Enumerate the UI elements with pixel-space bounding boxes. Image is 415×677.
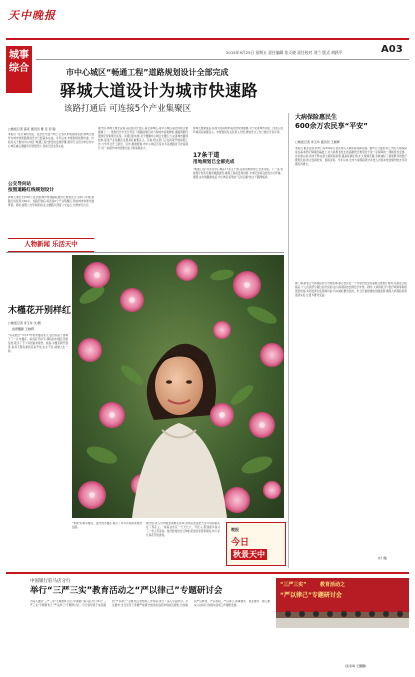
today-badge-line2: 秋景天中 bbox=[233, 550, 265, 559]
feature-photo bbox=[72, 255, 284, 518]
feature-body-left: “风采依旧”今年57岁的木槿花老人,在自家院子里种下了一片木槿花。每到花开时节,满院的木槿花竞相绽放,吸引了不少邻居前来观赏。她说,木槿花朝开暮落,但每天都有新的花朵开放,生生不息,就像人生一样。 bbox=[8, 334, 68, 354]
banner-text-2: 教育活动之 bbox=[320, 582, 346, 588]
feature-caption: “本地”时尚木槿花、盛开的木槿花,吸引了许多市民前来观赏拍照。 bbox=[72, 522, 142, 530]
col3-body-2: “畅通工程”共涉及中心城区17条主干道,目前用地规划已全部完成。下一步,将按照计划有序推进道路建设,确保工程质量和进度,为市民创造良好的出行环境。据悉,这些道路建成后,中心城区将形成“五纵五横”的主干路网格局。 bbox=[193, 168, 283, 180]
today-autumn-badge bbox=[226, 522, 286, 566]
page-number: A03 bbox=[381, 44, 403, 55]
bottom-kicker: 中国银行驻马店分行 bbox=[30, 579, 71, 584]
right-story-title-line1: 大病保险惠民生 bbox=[295, 114, 338, 121]
newspaper-logo: 天中晚报 bbox=[8, 9, 56, 22]
masthead bbox=[0, 0, 415, 26]
section-label-line2: 综合 bbox=[9, 63, 29, 74]
right-story-sign: (付 强) bbox=[378, 556, 388, 560]
section-label-line1: 城事 bbox=[9, 50, 29, 61]
bottom-body: 为深入推进“三严三实”专题教育,近日,中国银行驻马店分行举行“三严三实”专题教育之“严以律己”专题研讨会。分行领导班子成员围绕“严以律己”主题,结合思想和工作实际,进行了深入交流研讨。会议要求,全行党员干部要严格遵守党的政治纪律和政治规矩,自觉做到严以修身、严以用权、严以律己,谋事要实、创业要实、做人要实,以实际行动推动各项工作健康发展。 bbox=[30, 600, 270, 608]
today-badge-line1: 今日 bbox=[231, 538, 250, 548]
right-story-body: 本报讯 截至目前,我市已有600余万农民纳入大病保险保障范围。据市卫计委负责人介绍,大病保险是在基本医疗保障的基础上,对大病患者发生的高额医疗费用给予进一步保障的一项制度性安排。自实施以来,我市不断完善大病保险政策,提高报销比例,扩大保障范围,有效减轻了参保群众的医疗费用负担,防止因病致贫、因病返贫。今年以来,全市大病保险累计补偿人次和补偿金额均较去年同期有所增长。 bbox=[295, 147, 407, 167]
lead-body-2: 驿城大道全长约26公里,按照城市快速路标准进行规划设计,双向八车道,道路红线宽度为60米。该路打通后,将连接5个产业集聚区,形成城市快速交通骨架。同时,按照公交导向原则,在主要路口预留公交站点,方便市民出行。 bbox=[8, 196, 94, 208]
feature-title: 木槿花开别样红 bbox=[8, 306, 72, 316]
right-story-body-2: 据了解,新农合大病保险实行市级统筹,参合农民在一个年度内发生的高额合规医疗费用,在新农合报销后,个人负担部分超过起付线的,由大病保险按比例给予补偿。同时,大病保险还与医疗救助等制度紧密衔接,共同发挥托底保障功能,切实减轻群众负担。市卫计委将继续加强监管,确保大病保险政策落到实处,让更多群众受益。 bbox=[295, 282, 407, 298]
right-story-title-line2: 600余万农民享“平安” bbox=[295, 122, 368, 130]
banner-text-1: “三严三实” bbox=[280, 582, 307, 588]
feature-byline-1: □晚报记者 李玉华 文/图 bbox=[8, 321, 41, 325]
column-divider bbox=[288, 113, 289, 568]
bottom-top-rule bbox=[6, 572, 409, 574]
today-badge-prefix: 晚报 bbox=[231, 527, 239, 532]
lead-body-1: 本报讯 “在计算机系统、信息化方面,”昨日,记者从市规划局获悉,驿城大道作为城市快速路规划设计已经基本完成。今年以来,市规划局按照市委、市政府关于推进中心城区“畅通工程”建设的安排部署,组织专业设计单位对中心城区重点道路进行规划设计,目前已经全部完成。 bbox=[8, 133, 94, 149]
feature-strip-badge-text: 人物新闻 乐活天中 bbox=[24, 240, 78, 248]
col3-subheading: 17条干道 bbox=[193, 152, 220, 159]
lead-kicker: 市中心城区“畅通工程”道路规划设计全部完成 bbox=[66, 68, 229, 77]
banner-text-3: “严以律己”专题研讨会 bbox=[280, 592, 342, 599]
feature-photo-image bbox=[72, 255, 284, 518]
lead-subhead: 该路打通后 可连接5个产业集聚区 bbox=[64, 104, 192, 114]
bottom-sign: (张家鸣 王鹏鹏) bbox=[345, 664, 367, 668]
section-label bbox=[6, 46, 32, 93]
bottom-banner-photo bbox=[276, 578, 409, 628]
lead-subheading-1: 公交导向站 bbox=[8, 182, 31, 187]
dateline: 2015年9月25日 星期五 责任编辑 张天晓 责任校对 刘兰 版式 胡跃平 bbox=[226, 50, 343, 55]
feature-top-rule bbox=[6, 252, 284, 253]
feature-byline-2: 首席摄影 王晓辉 bbox=[12, 327, 34, 331]
bottom-headline: 举行“三严三实”教育活动之“严以律己”专题研讨会 bbox=[30, 586, 223, 596]
lead-subheading-2: 按照道路红线规划设计 bbox=[8, 188, 54, 193]
lead-byline: □晚报记者 高亮 通讯员 曹 章 彭 聪 bbox=[8, 127, 56, 131]
col2-body: 据介绍,驿城大道北起驻马店经济开发区,南至驿城区,是中心城区南北向的主要通道之一。规划设计中充分考虑了道路的通行能力和城市景观效果,道路两侧设置绿化带和慢行系统。该项目的实施,对于缓解中心城区交通压力,完善城市路网结构,促进产业集聚区发展具有重要意义。目前,相关部门正在抓紧开展前期工作,力争早日开工建设。另外,根据规划,市中心城区还将对多条道路进行改造提升,进一步提升城市的通行能力和承载能力。 bbox=[98, 127, 188, 151]
col3-body: 驿城大道建成后,将成为连接城市南北的快速通道,对于完善城市功能、改善人居环境具有重要意义。市规划局有关负责人介绍,规划设计工作已通过专家评审。 bbox=[193, 127, 283, 135]
right-story-byline: □晚报记者 李玉华 通讯员 王晓辉 bbox=[295, 140, 340, 144]
feature-strip-badge bbox=[8, 238, 94, 252]
bottom-body-right bbox=[276, 632, 409, 662]
lead-headline: 驿城大道设计为城市快速路 bbox=[60, 81, 259, 100]
col3-subheading-2: 用地规划已全部完成 bbox=[193, 160, 235, 165]
header-rule bbox=[36, 59, 409, 60]
masthead-rule bbox=[6, 38, 409, 40]
feature-body-right: 据介绍,老人自幼就喜欢种花养草,退休后更是把大部分时间都花在了养花上。“看着这些花一天天长大、开花,心里别提多高兴了。”老人笑着说。她还经常把自己种的花送给邻居和朋友,和大家分享花开的喜悦。 bbox=[146, 522, 220, 538]
